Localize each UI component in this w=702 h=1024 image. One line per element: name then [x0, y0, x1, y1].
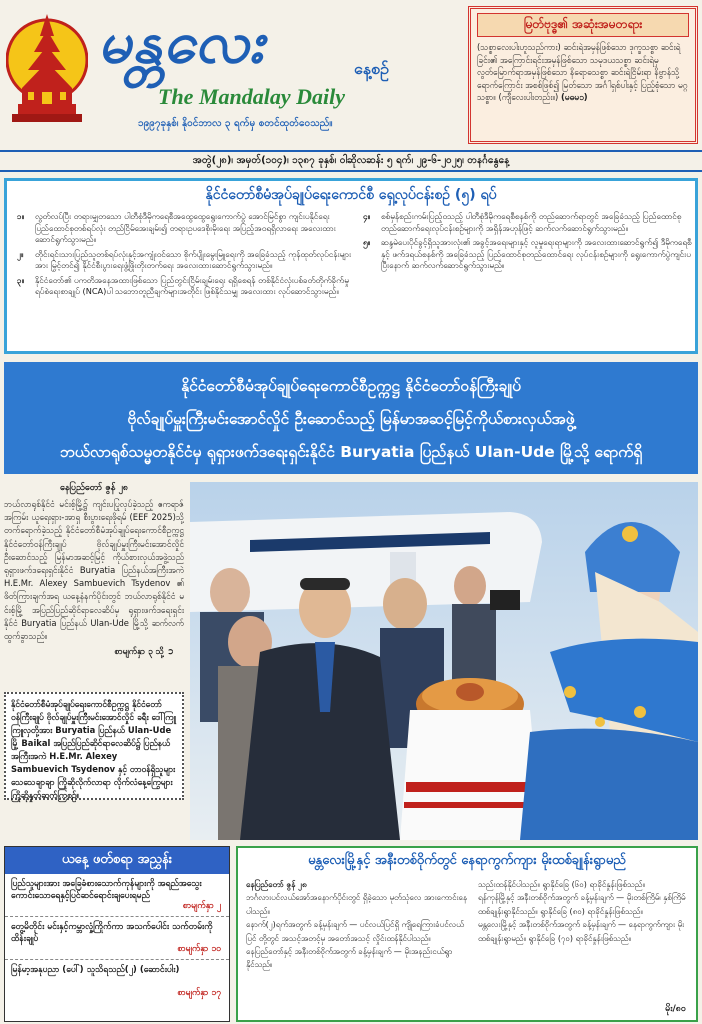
- weather-code: မိုး/၈၀: [665, 1004, 686, 1014]
- weather-title: မန္တလေးမြို့နှင့် အနီးတစ်ဝိုက်တွင် နေရာကွက်ကျား မိုးထစ်ချုန်းရွာမည်: [308, 853, 626, 868]
- newspaper-subtitle: နေ့စဉ်: [354, 59, 389, 78]
- weather-column-left: [246, 878, 468, 972]
- index-item-page: စာမျက်နှာ ၂: [182, 901, 221, 911]
- pagoda-sun-logo: [6, 8, 88, 128]
- weather-box: [236, 846, 698, 1022]
- lead-story: [4, 482, 184, 659]
- index-item-label: မြန်မာ့အနုပညာ (ပေါ်) သူသိရသည်(၂) (ဆောင်းပါး): [11, 965, 180, 975]
- continued-link[interactable]: စာမျက်နှာ ၃ သို့ ➲: [114, 647, 174, 658]
- policy-box: [4, 178, 698, 354]
- masthead-title-area: [98, 2, 458, 129]
- weather-paragraph: နောက်(၂)ရက်အတွက် ခန့်မှန်းချက် — ပင်လယ်ပြင်ရှိ ကျိုရေကြားခံပင်လယ်ပြင် တို့တွင် အသင့်အတင့်မှ အတော်အသင့် လှိုင်းထန်နိုင်ပါသည်။: [246, 920, 464, 943]
- index-item[interactable]: [5, 917, 229, 960]
- story-body: ဘယ်လာရုစ်နိုင်ငံ မင်းစ့်မြို့၌ ကျင်းပပြုလုပ်ခဲ့သည့် ဧကရာဇ်အကြမ်း ယူရေးရှား-အာရှ စီးပွားရေးဖိုရမ် (EEF 2025)သို့ တက်ရောက်ခဲ့သည့် နိုင်ငံတော်စီမံအုပ်ချုပ်ရေးကောင်စီဥက္ကဋ္ဌ နိုင်ငံတော်ဝန်ကြီးချုပ် ဗိုလ်ချုပ်မှူးကြီးမင်းအောင်လှိုင် ဦးဆောင်သည့် မြန်မာအဆင့်မြင့် ကိုယ်စားလှယ်အဖွဲ့သည် ရုရှားဖက်ဒရေးရှင်းနိုင်ငံ Buryatia ပြည်နယ်အကြီးအကဲ H.E.Mr. Alexey Sambuevich Tsydenov ၏ ဖိတ်ကြားချက်အရ ယနေ့နံနက်ပိုင်းတွင် ဘယ်လာရုစ်နိုင်ငံ မင်းစ့်မြို့ အပြည်ပြည်ဆိုင်ရာလေဆိပ်မှ ရုရှားဖက်ဒရေးရှင်းနိုင်ငံ Buryatia ပြည်နယ် Ulan-Ude မြို့သို့ ဆက်လက်ထွက်ခွာသည်။: [4, 499, 184, 642]
- weather-paragraph: ဘင်္ဂလားပင်လယ်အော်အနောက်ပိုင်းတွင် ရှိခဲ့သော မုတ်သုံလေ အားကောင်းနေပါသည်။: [246, 893, 468, 916]
- index-item[interactable]: [5, 874, 229, 917]
- pledge-box: [468, 6, 698, 144]
- policy-title: နိုင်ငံတော်စီမံအုပ်ချုပ်ရေးကောင်စီ ရှေ့လုပ်ငန်းစဉ် (၅) ရပ်: [205, 187, 497, 203]
- index-item-label: ပြည်သူများအား အခြေခံစားသောက်ကုန်များကို အရည်အသွေးကောင်းသောရေနှင့်ပြင်ဆင်ရောင်းချပေးရမည်: [11, 879, 202, 901]
- weather-paragraph: မန္တလေးမြို့နှင့် အနီးတစ်ဝိုက်အတွက် ခန့်မှန်းချက် — နေရာကွက်ကျား မိုးထစ်ချုန်းရွာမည်။ ရွာနိုင်ခြေ (၇၀) ရာခိုင်နှုန်းဖြစ်သည်။: [478, 920, 685, 943]
- founding-slogan: ၁၉၉၇ခုနှစ်၊ နိုဝင်ဘာလ ၃ ရက်မှ စတင်ထုတ်ဝေသည်။: [138, 118, 333, 129]
- headline-line-1: နိုင်ငံတော်စီမံအုပ်ချုပ်ရေးကောင်စီဥက္ကဋ္ဌ နိုင်ငံတော်ဝန်ကြီးချုပ်: [181, 377, 521, 395]
- pledge-title: မြတ်ဗုဒ္ဓ၏ အဆုံးအမတရား: [477, 13, 689, 37]
- newspaper-title: မန္တလေး: [98, 8, 265, 76]
- policy-item: ၅။ ဆန္ဒမဲပေးပိုင်ခွင့်ရှိသူအားလုံး၏ အခွင့်အရေးများနှင့် လူမှုရေးရာများကို အလေးထားဆောင်ရွက်၍ ဒီမိုကရေစီနှင့် ဖက်ဒရယ်စနစ်ကို အခြေခံသည့် ပြည်ထောင်စုတည်ထောင်ရေး လုပ်ငန်းစဉ်များကို ရွေးကောက်ပွဲကျင်းပပြီးနောက် ဆက်လက်ဆောင်ရွက်သွားမည်။: [363, 237, 692, 270]
- weather-column-right: [478, 878, 692, 945]
- index-item[interactable]: [5, 960, 229, 1003]
- policy-column-right: [363, 211, 693, 275]
- index-item-label: တွေ့မိတိုင်း မင်းနှင့်ကမ္ဘာလှုံ့ကြိုက်ကာ အသက်ပေါင်း သက်တမ်းကို ထိန်းချုပ်: [11, 922, 213, 944]
- masthead: [0, 0, 702, 150]
- newspaper-english-title: The Mandalay Daily: [158, 84, 345, 109]
- weather-paragraph: သည်းထန်နိုင်ပါသည်။ ရွာနိုင်ခြေ (၆၀) ရာခိုင်နှုန်းဖြစ်သည်။: [478, 880, 645, 889]
- ceremony-welcome-photo: [190, 482, 698, 840]
- issue-dateline: အတွဲ(၂၈)၊ အမှတ်(၁၀၄)၊ ၁၃၈၇ ခုနှစ်၊ ဝါဆိုလဆန်း ၅ ရက်၊ ၂၉-၆-၂၀၂၅၊ တနင်္ဂနွေနေ့: [0, 150, 702, 172]
- weather-paragraph: ရန်ကုန်မြို့နှင့် အနီးတစ်ဝိုက်အတွက် ခန့်မှန်းချက် — မိုးတစ်ကြိမ်၊ နှစ်ကြိမ် ထစ်ချုန်းရွာနိုင်သည်။ ရွာနိုင်ခြေ (၈၀) ရာခိုင်နှုန်းဖြစ်သည်။: [478, 893, 686, 916]
- index-item-page: စာမျက်နှာ ၁၀: [177, 944, 221, 954]
- contents-index: [4, 846, 230, 1022]
- policy-item: ၄။ စစ်မှန်စည်းကမ်းပြည့်ဝသည့် ပါတီစုံဒီမိုကရေစီစနစ်ကို တည်ဆောက်ရာတွင် အခြေခံသည့် ပြည်ထောင်စုတည်ဆောက်ရေးလုပ်ငန်းစဉ်များကို အရှိန်အဟုန်ဖြင့် ဆက်လက်ဆောင်ရွက်သွားမည်။: [363, 211, 682, 233]
- weather-paragraph: နေပြည်တော်နှင့် အနီးတစ်ဝိုက်အတွက် ခန့်မှန်းချက် — မိုးအနည်းငယ်ရွာနိုင်သည်။: [246, 947, 453, 970]
- headline-line-3: ဘယ်လာရုစ်သမ္မတနိုင်ငံမှ ရုရှားဖက်ဒရေးရှင်းနိုင်ငံ Buryatia ပြည်နယ် Ulan-Ude မြို့သို့ ရောက်ရှိ: [59, 443, 643, 461]
- policy-item: ၃။ နိုင်ငံတော်၏ ပကတိအနေအထားဖြစ်သော ပြည်တွင်းငြိမ်းချမ်းရေး ရရှိစေရန် တစ်နိုင်ငံလုံးပစ်ခတ်တိုက်ခိုက်မှုရပ်စဲရေးစာချုပ် (NCA)ပါ သဘောတူညီချက်များအတိုင်း ဖြစ်နိုင်သမျှ အလေးထား လုပ်ဆောင်သွားမည်။: [17, 274, 349, 296]
- main-headline: [4, 362, 698, 474]
- policy-item: ၁။ လွတ်လပ်ပြီး တရားမျှတသော ပါတီစုံဒီမိုကရေစီအထွေထွေရွေးကောက်ပွဲ အောင်မြင်စွာ ကျင်းပနိုင်ရေး ပြည်ထောင်စုတစ်ရပ်လုံး တည်ငြိမ်အေးချမ်း၍ တရားဥပဒေစိုးမိုးရေး အပြည့်အဝရရှိလာရေး အလေးထားဆောင်ရွက်သွားမည်။: [17, 211, 336, 244]
- headline-line-2: ဗိုလ်ချုပ်မှူးကြီးမင်းအောင်လှိုင် ဦးဆောင်သည့် မြန်မာအဆင့်မြင့်ကိုယ်စားလှယ်အဖွဲ့: [127, 410, 575, 428]
- policy-column-left: [17, 211, 357, 301]
- policy-item: ၂။ တိုင်းရင်းသားပြည်သူတစ်ရပ်လုံးနှင့်အကျုံးဝင်သော စိုက်ပျိုးမွေးမြူရေးကို အခြေခံသည့် ကုန်ထုတ်လုပ်ငန်းများအား မြှင့်တင်၍ နိုင်ငံစီးပွားရေးဖွံ့ဖြိုးတိုးတက်ရေး အလေးထားဆောင်ရွက်သွားမည်။: [17, 248, 352, 270]
- index-item-page: စာမျက်နှာ ၁၇: [177, 988, 221, 998]
- photo-caption: နိုင်ငံတော်စီမံအုပ်ချုပ်ရေးကောင်စီဥက္ကဋ္ဌ နိုင်ငံတော်ဝန်ကြီးချုပ် ဗိုလ်ချုပ်မှူးကြီးမင်းအောင်လှိုင် ခရီး ဒေါ်ကြူကြူလှတို့အား Buryatia ပြည်နယ် Ulan-Ude မြို့ Baikal အပြည်ပြည်ဆိုင်ရာလေဆိပ်၌ ပြည်နယ်အကြီးအကဲ H.E.Mr. Alexey Sambuevich Tsydenov နှင့် တာဝန်ရှိသူများ သေသေချာချာ ကြိုဆိုလိုက်လာရာ လိုက်လံနေ့ကြွေများ ကြိုဆိုနှုတ်ဆက်ကြစဉ်။: [4, 692, 184, 800]
- story-dateline: နေပြည်တော် ဇွန် ၂၈: [59, 483, 129, 493]
- weather-dateline: နေပြည်တော် ဇွန် ၂၈: [246, 880, 307, 889]
- index-title: ယနေ့ ဖတ်စရာ အညွှန်း: [5, 847, 229, 874]
- pledge-text: (သစ္စာလေးပါးဟူသည်ကား) ဆင်းရဲအမှန်ဖြစ်သော ဒုက္ခသစ္စာ ဆင်းရဲခြင်း၏ အကြောင်းရင်းအမှန်ဖြစ်သော သမုဒယသစ္စာ ဆင်းရဲမှ လွတ်မြောက်ရာအမှန်ဖြစ်သော နိရောဓသစ္စာ ဆင်းရဲငြိမ်းရာ နိဗ္ဗာန်သို့ရောက်ကြောင်း အစစ်ဖြစ်၍ မြတ်သော အင်္ဂါရှစ်ပါးနှင့် ပြည့်စုံသော မဂ္ဂသစ္စာ။ (ကျီလေးပါးတည်း။) (မဓမ၁): [477, 42, 688, 102]
